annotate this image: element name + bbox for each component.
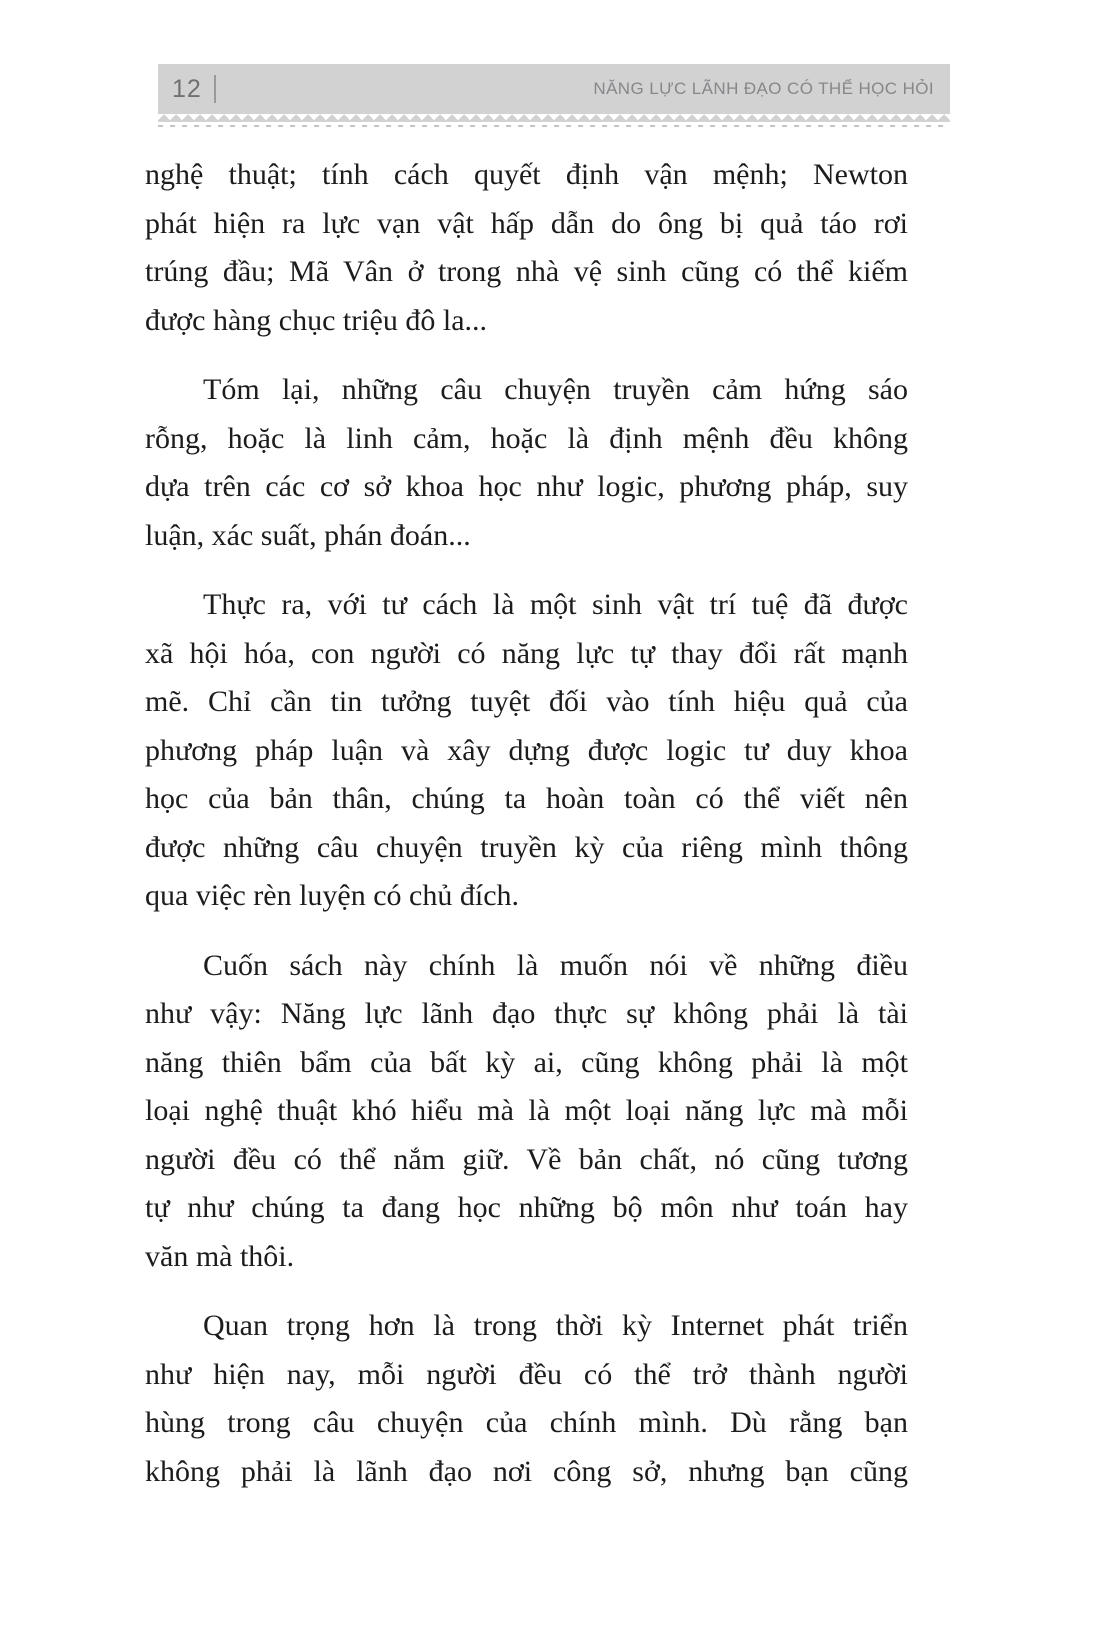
header-left <box>172 75 216 104</box>
text-line: luận, xác suất, phán đoán... <box>145 518 471 552</box>
paragraph <box>145 1302 908 1496</box>
page-header <box>158 64 950 127</box>
text-line: rỗng, hoặc là linh cảm, hoặc là định mệnh đều không <box>145 421 908 455</box>
text-line: người đều có thể nắm giữ. Về bản chất, nó cũng tương <box>145 1142 908 1176</box>
text-line: tự như chúng ta đang học những bộ môn như toán hay <box>145 1191 908 1224</box>
text-line: loại nghệ thuật khó hiểu mà là một loại năng lực mà mỗi <box>145 1094 908 1127</box>
text-line: Quan trọng hơn là trong thời kỳ Internet phát triển <box>203 1309 908 1342</box>
text-line: phát hiện ra lực vạn vật hấp dẫn do ông bị quả táo rơi <box>145 206 908 240</box>
text-line: được những câu chuyện truyền kỳ của riêng mình thông <box>145 830 908 864</box>
dotted-shadow-line <box>158 125 950 127</box>
header-separator <box>214 75 216 103</box>
text-line: được hàng chục triệu đô la... <box>145 303 488 337</box>
text-line: mẽ. Chỉ cần tin tưởng tuyệt đối vào tính hiệu quả của <box>145 685 908 718</box>
paragraph <box>145 366 908 560</box>
text-line: Cuốn sách này chính là muốn nói về những điều <box>203 948 908 982</box>
text-line: qua việc rèn luyện có chủ đích. <box>145 879 520 912</box>
text-line: Tóm lại, những câu chuyện truyền cảm hứng sáo <box>203 373 908 406</box>
paragraph <box>145 151 908 345</box>
text-line: hùng trong câu chuyện của chính mình. Dù rằng bạn <box>145 1406 908 1439</box>
running-title: NĂNG LỰC LÃNH ĐẠO CÓ THỂ HỌC HỎI <box>593 79 934 98</box>
text-line: nghệ thuật; tính cách quyết định vận mệnh; Newton <box>145 158 908 191</box>
paragraph <box>145 942 908 1282</box>
text-line: như hiện nay, mỗi người đều có thể trở thành người <box>145 1357 908 1391</box>
text-line: không phải là lãnh đạo nơi công sở, nhưng bạn cũng <box>145 1454 908 1488</box>
text-line: phương pháp luận và xây dựng được logic tư duy khoa <box>145 733 908 767</box>
text-line: trúng đầu; Mã Vân ở trong nhà vệ sinh cũng có thể kiếm <box>145 255 908 288</box>
paragraph <box>145 581 908 921</box>
text-line: Thực ra, với tư cách là một sinh vật trí tuệ đã được <box>203 588 908 621</box>
page-body <box>145 151 908 1517</box>
zigzag-edge <box>158 114 950 122</box>
text-line: học của bản thân, chúng ta hoàn toàn có thể viết nên <box>145 782 908 815</box>
page-number: 12 <box>172 74 202 103</box>
header-band <box>158 64 950 114</box>
text-line: xã hội hóa, con người có năng lực tự thay đổi rất mạnh <box>145 636 908 670</box>
text-line: năng thiên bẩm của bất kỳ ai, cũng không phải là một <box>145 1045 908 1079</box>
text-line: như vậy: Năng lực lãnh đạo thực sự không phải là tài <box>145 997 908 1030</box>
text-line: văn mà thôi. <box>145 1239 295 1273</box>
text-line: dựa trên các cơ sở khoa học như logic, phương pháp, suy <box>145 470 908 503</box>
